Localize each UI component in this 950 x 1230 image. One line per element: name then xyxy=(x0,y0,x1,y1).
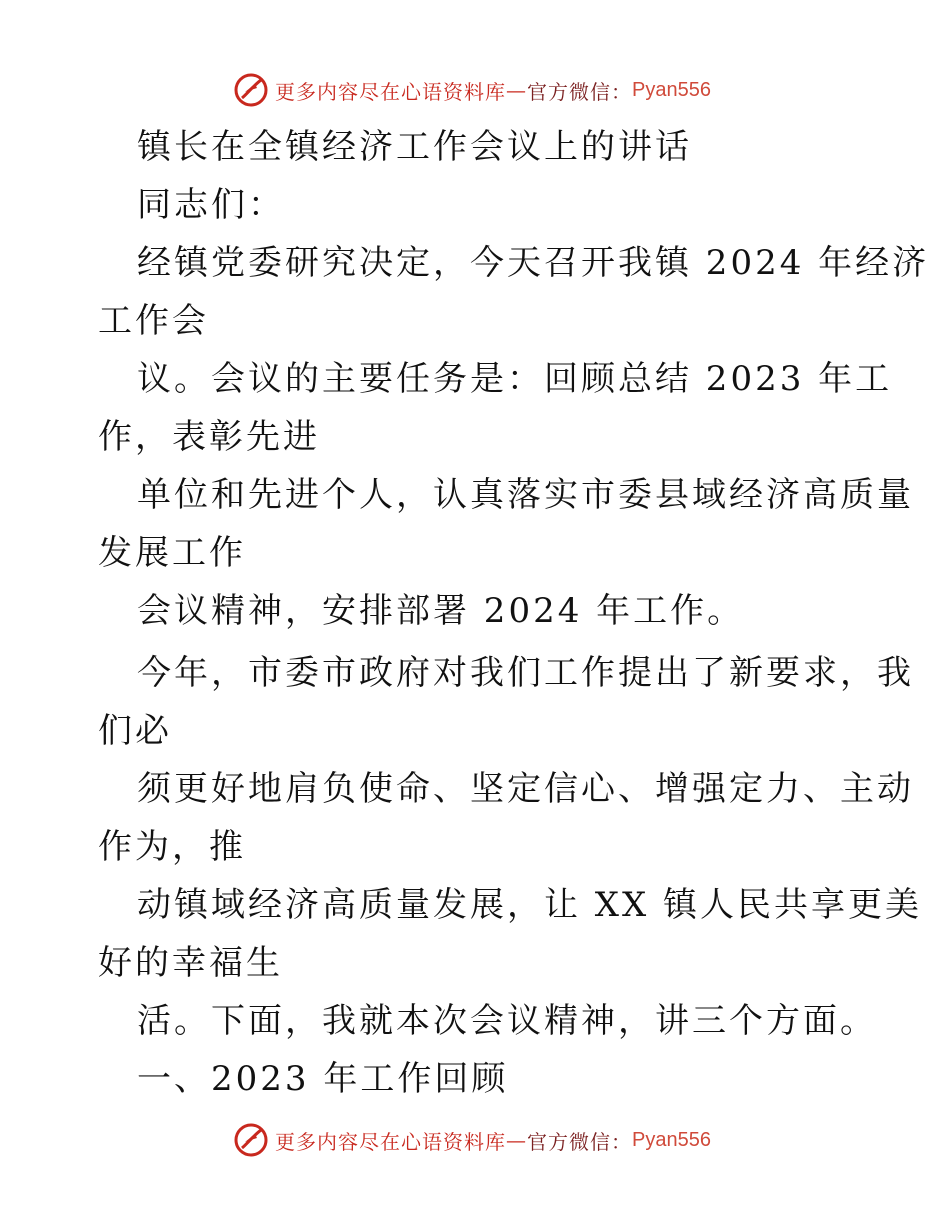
banner-text: 更多内容尽在心语资料库 xyxy=(275,1129,506,1154)
paragraph-line: 须更好地肩负使命、坚定信心、增强定力、主动 xyxy=(137,769,914,809)
banner-wechat-id: Pyan556 xyxy=(632,78,711,101)
banner-text: 更多内容尽在心语资料库 xyxy=(275,79,506,104)
paragraph-line: 动镇域经济高质量发展，让 XX 镇人民共享更美 xyxy=(137,885,923,925)
banner-separator: — xyxy=(506,78,527,102)
paragraph-line: 发展工作 xyxy=(98,533,246,573)
paragraph-line: 活。下面，我就本次会议精神，讲三个方面。 xyxy=(137,1001,877,1041)
paragraph-line: 们必 xyxy=(98,711,172,751)
footer-banner xyxy=(233,1120,733,1160)
paragraph-line: 经镇党委研究决定，今天召开我镇 2024 年经济 xyxy=(137,243,930,283)
paragraph-line: 工作会 xyxy=(98,301,209,341)
banner-wechat-label: 官方微信： xyxy=(527,79,632,104)
header-banner xyxy=(233,70,733,110)
banner-wechat-label: 官方微信： xyxy=(527,1129,632,1154)
banner-separator: — xyxy=(506,1128,527,1152)
paragraph-line: 好的幸福生 xyxy=(98,943,283,983)
pen-logo-icon xyxy=(233,72,269,108)
paragraph-line: 作，表彰先进 xyxy=(98,417,320,457)
pen-logo-icon xyxy=(233,1122,269,1158)
section-heading: 一、2023 年工作回顾 xyxy=(137,1059,509,1099)
paragraph-line: 今年，市委市政府对我们工作提出了新要求，我 xyxy=(137,653,914,693)
banner-wechat-id: Pyan556 xyxy=(632,1128,711,1151)
salutation: 同志们： xyxy=(137,185,285,225)
document-title: 镇长在全镇经济工作会议上的讲话 xyxy=(137,127,692,167)
paragraph-line: 议。会议的主要任务是：回顾总结 2023 年工 xyxy=(137,359,893,399)
paragraph-line: 作为，推 xyxy=(98,827,246,867)
paragraph-line: 单位和先进个人，认真落实市委县域经济高质量 xyxy=(137,475,914,515)
paragraph-line: 会议精神，安排部署 2024 年工作。 xyxy=(137,591,745,631)
